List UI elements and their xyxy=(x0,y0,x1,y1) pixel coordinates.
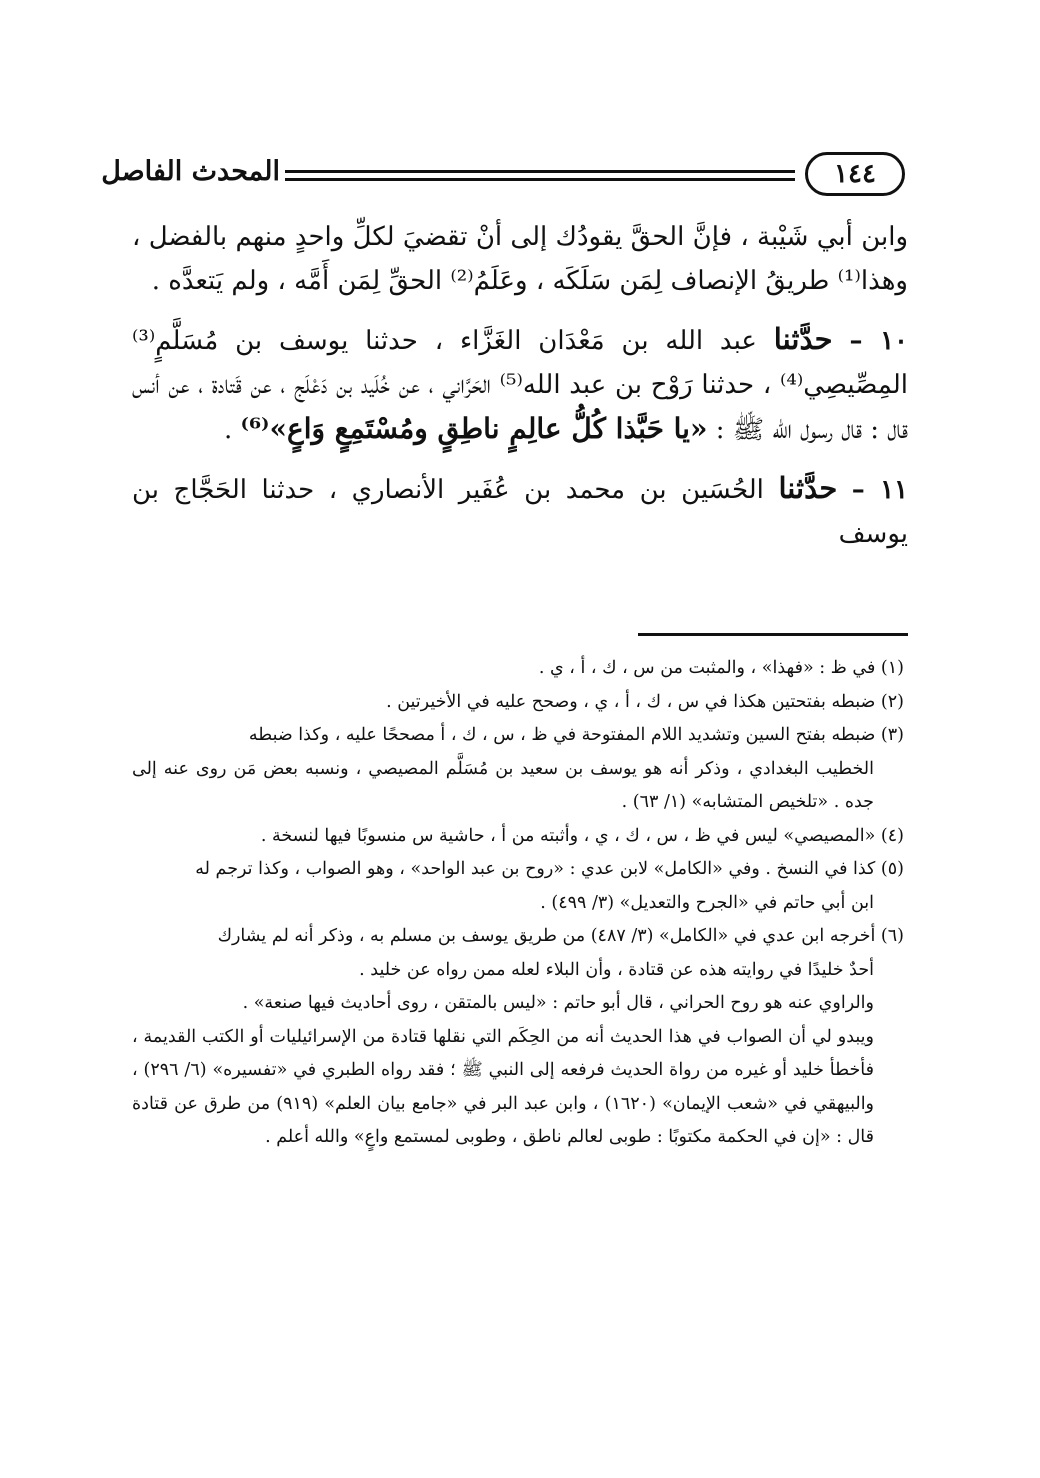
footnote-3-cont: الخطيب البغدادي ، وذكر أنه هو يوسف بن سعيد بن مُسَلَّم المصيصي ، ونسبه بعض مَن روى عنه إلى جده . «تلخيص المتشابه» (١/ ٦٣) . xyxy=(132,758,874,812)
footnote-3-line1: (٣) ضبطه بفتح السين وتشديد اللام المفتوحة في ظ ، س ، ك ، أ مصححًا عليه ، وكذا ضبطه xyxy=(248,725,904,745)
footnote-4: (٤) «المصيصي» ليس في ظ ، س ، ك ، ي ، وأثبته من أ ، حاشية س منسوبًا فيها لنسخة . xyxy=(260,825,904,846)
header-rule-top xyxy=(285,170,795,173)
page-header xyxy=(101,150,905,204)
footnote-5-cont: ابن أبي حاتم في «الجرح والتعديل» (٣/ ٤٩٩) . xyxy=(540,892,874,913)
footnote-2: (٢) ضبطه بفتحتين هكذا في س ، ك ، أ ، ي ، وصحح عليه في الأخيرتين . xyxy=(386,691,904,712)
footnote-3 xyxy=(132,719,904,820)
hadith-11 xyxy=(132,466,908,556)
book-title: المحدث الفاصل xyxy=(101,156,280,187)
footnote-separator xyxy=(638,633,908,636)
paragraph-intro: وابن أبي شَيْبة ، فإنَّ الحقَّ يقودُك إلى أنْ تقضيَ لكلِّ واحدٍ منهم بالفضل ، وهذا⁽¹⁾ طريقُ الإنصاف لِمَن سَلَكَه ، وعَلَمُ⁽²⁾ الحقِّ لِمَن أَمَّه ، ولم يَتعدَّه . xyxy=(132,222,908,296)
footnote-6-narrator: والراوي عنه هو روح الحراني ، قال أبو حاتم : «ليس بالمتقن ، روى أحاديث فيها صنعة» . xyxy=(242,993,874,1013)
hadith-11-number: ١١ – xyxy=(851,475,909,505)
footnote-6-cont: أحدٌ خليدًا في روايته هذه عن قتادة ، وأن البلاء لعله ممن رواه عن خليد . xyxy=(359,959,874,980)
page-number: ١٤٤ xyxy=(805,152,905,196)
header-rule-bottom xyxy=(285,178,795,181)
hadith-10-isnad: عبد الله بن مَعْدَان الغَزَّاء ، حدثنا يوسف بن مُسَلَّمٍ⁽³⁾ المِصِّيصِي⁽⁴⁾ ، حدثنا رَوْح بن عبد الله⁽⁵⁾ الحَرَّاني ، عن خُلَيد بن دَعْلَج ، عن قَتادة ، عن أنس قال : قال رسول الله ﷺ : xyxy=(132,326,908,445)
footnotes xyxy=(132,652,904,1155)
hadith-11-haddathana: حدَّثنا xyxy=(778,471,838,505)
footnote-1: (١) في ظ : «فهذا» ، والمثبت من س ، ك ، أ ، ي . xyxy=(538,658,904,678)
footnote-6 xyxy=(132,920,904,987)
hadith-10-matn: «يا حَبَّذا كُلُّ عالِمٍ ناطِقٍ ومُسْتَمِعٍ وَاعٍ»⁽⁶⁾ xyxy=(240,412,708,445)
hadith-10-haddathana: حدَّثنا xyxy=(773,322,833,356)
hadith-10-number: ١٠ – xyxy=(849,326,908,356)
footnote-6-analysis: ويبدو لي أن الصواب في هذا الحديث أنه من الحِكَم التي نقلها قتادة من الإسرائيليات أو الكتب القديمة ، فأخطأ خليد أو غيره من رواة الحديث فرفعه إلى النبي ﷺ ؛ فقد رواه الطبري في «تفسيره» (٦/ ٢٩٦) ، والبيهقي في «شعب الإيمان» (١٦٢٠) ، وابن عبد البر في «جامع بيان العلم» (٩١٩) من طرق عن قتادة قال : «إن في الحكمة مكتوبًا : طوبى لعالم ناطق ، وطوبى لمستمع واعٍ» والله أعلم . xyxy=(132,1026,875,1147)
hadith-11-isnad: الحُسَين بن محمد بن عُفَير الأنصاري ، حدثنا الحَجَّاج بن يوسف xyxy=(132,475,908,549)
footnote-5 xyxy=(132,853,904,920)
hadith-10 xyxy=(132,317,908,452)
footnote-6-line1: (٦) أخرجه ابن عدي في «الكامل» (٣/ ٤٨٧) من طريق يوسف بن مسلم به ، وذكر أنه لم يشارك xyxy=(217,926,904,946)
footnote-5-line1: (٥) كذا في النسخ . وفي «الكامل» لابن عدي : «روح بن عبد الواحد» ، وهو الصواب ، وكذا ترجم له xyxy=(195,859,904,879)
main-text xyxy=(132,215,908,556)
hadith-10-end: . xyxy=(224,415,233,445)
